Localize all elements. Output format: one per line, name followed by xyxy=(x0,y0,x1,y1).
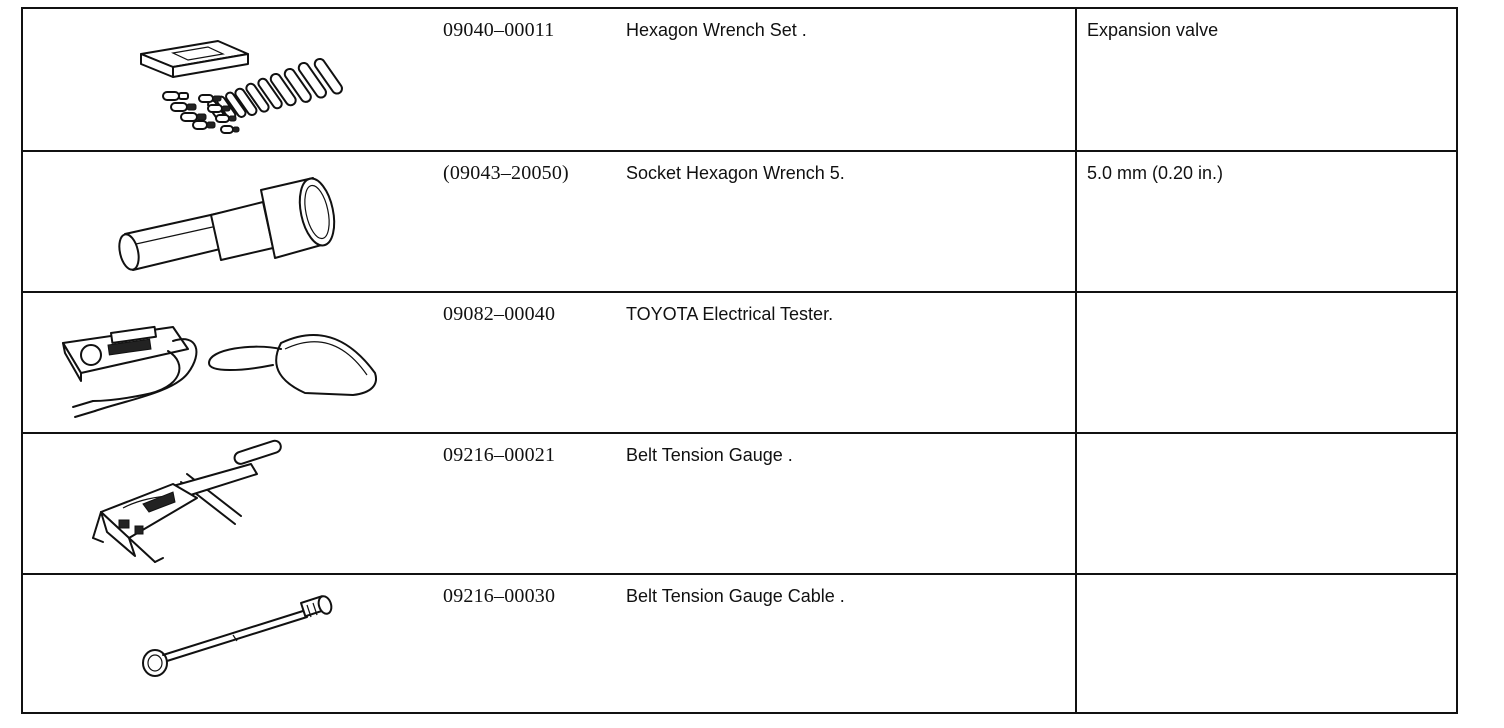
tool-name: Socket Hexagon Wrench 5. xyxy=(626,163,845,183)
belt-tension-gauge-cable-icon xyxy=(23,575,423,714)
electrical-tester-icon xyxy=(23,293,423,432)
table-row xyxy=(23,432,1456,573)
socket-hexagon-wrench-icon xyxy=(23,152,423,291)
belt-tension-gauge-icon xyxy=(23,434,423,573)
column-divider xyxy=(1075,9,1077,150)
part-number: 09082–00040 xyxy=(443,303,556,325)
part-number: 09216–00030 xyxy=(443,585,556,607)
column-divider xyxy=(1075,152,1077,291)
table-row xyxy=(23,573,1456,714)
hexagon-wrench-set-icon xyxy=(23,9,423,148)
part-number: 09040–00011 xyxy=(443,19,555,41)
part-number: (09043–20050) xyxy=(443,162,569,184)
table-row xyxy=(23,9,1456,150)
tool-name: Belt Tension Gauge Cable . xyxy=(626,586,845,606)
part-number: 09216–00021 xyxy=(443,444,556,466)
tool-name: Belt Tension Gauge . xyxy=(626,445,793,465)
tool-note: 5.0 mm (0.20 in.) xyxy=(1087,163,1224,183)
table-row xyxy=(23,291,1456,432)
special-service-tools-table xyxy=(21,7,1458,714)
tool-name: TOYOTA Electrical Tester. xyxy=(626,304,834,324)
column-divider xyxy=(1075,434,1077,573)
tool-name: Hexagon Wrench Set . xyxy=(626,20,807,40)
table-row xyxy=(23,150,1456,291)
column-divider xyxy=(1075,575,1077,714)
tool-note: Expansion valve xyxy=(1087,20,1219,40)
column-divider xyxy=(1075,293,1077,432)
